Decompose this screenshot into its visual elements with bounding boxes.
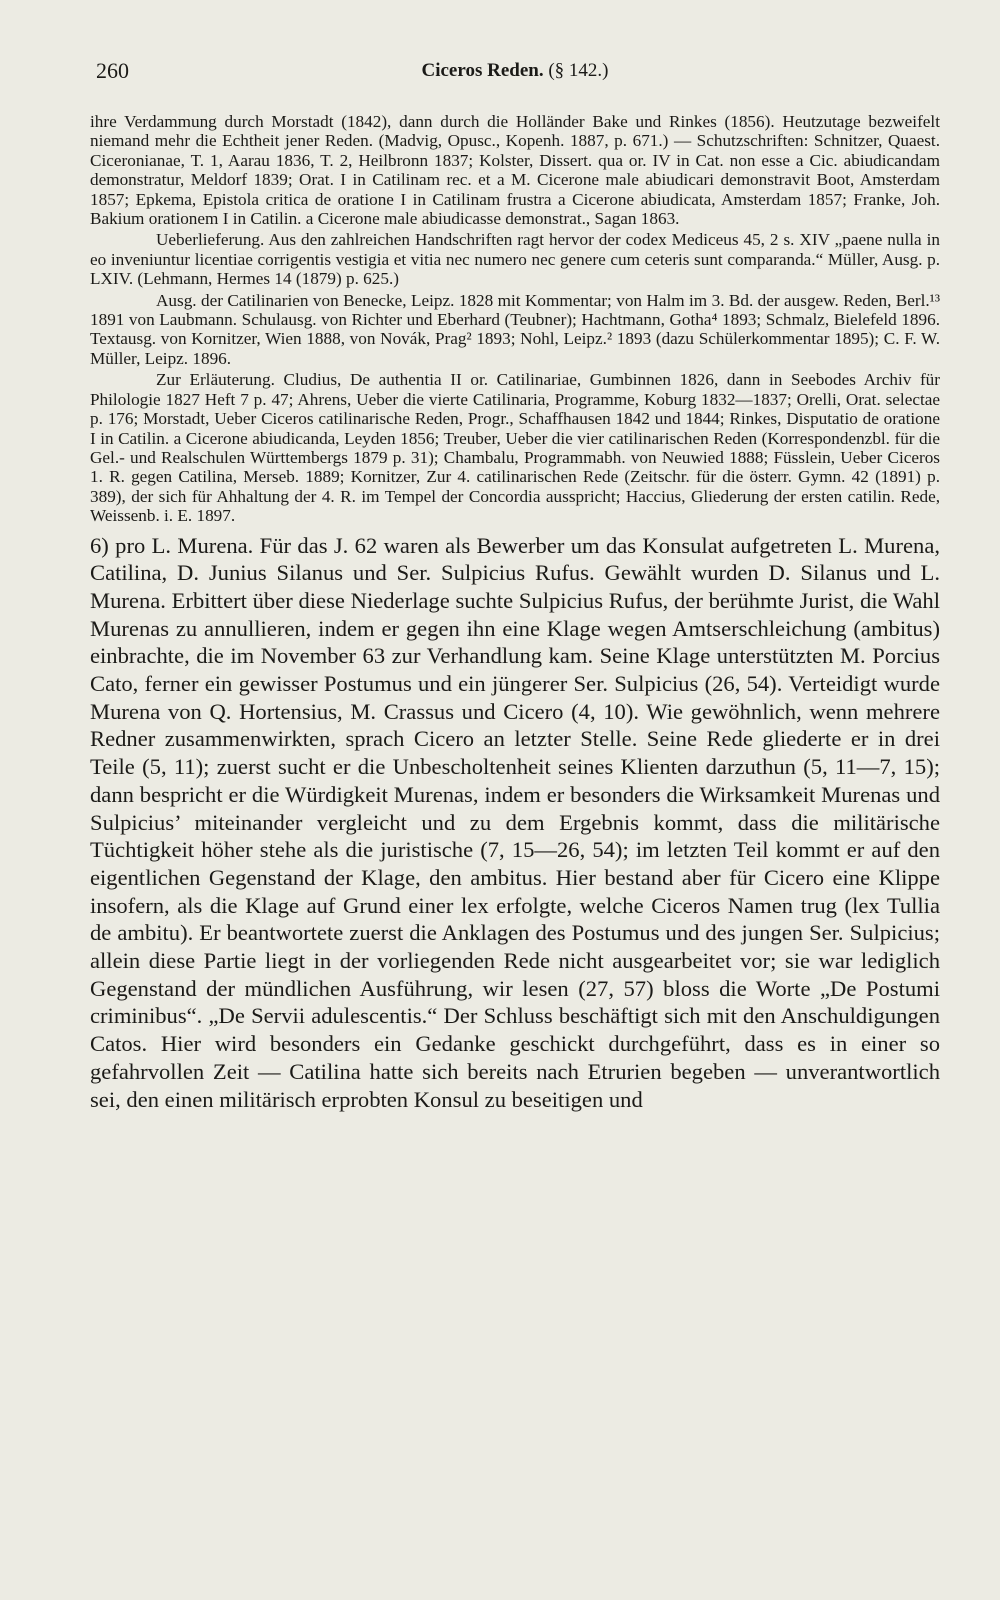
running-head: [96, 60, 934, 82]
bibliography-paragraph-2: Ueberlieferung. Aus den zahlreichen Handschriften ragt hervor der codex Mediceus 45, 2 s. XIV „paene nulla in eo inveniuntur licentiae corrigentis vestigia et vitia nec numero nec genere cum ceteris sunt comparanda.“ Müller, Ausg. p. LXIV. (Lehmann, Hermes 14 (1879) p. 625.): [90, 230, 940, 289]
bibliography-paragraph-4: Zur Erläuterung. Cludius, De authentia II or. Catilinariae, Gumbinnen 1826, dann in Seebodes Archiv für Philologie 1827 Heft 7 p. 47; Ahrens, Ueber die vierte Catilinaria, Programme, Koburg 1832—1837; Orelli, Orat. selectae p. 176; Morstadt, Ueber Ciceros catilinarische Reden, Progr., Schaffhausen 1842 und 1844; Rinkes, Disputatio de oratione I in Catilin. a Cicerone abiudicanda, Leyden 1856; Treuber, Ueber die vier catilinarischen Reden (Korrespondenzbl. für die Gel.- und Realschulen Württembergs 1879 p. 31); Chambalu, Programmabh. von Neuwied 1888; Füsslein, Ueber Ciceros 1. R. gegen Catilina, Merseb. 1889; Kornitzer, Zur 4. catilinarischen Rede (Zeitschr. für die österr. Gymn. 42 (1891) p. 389), der sich für Ahhaltung der 4. R. im Tempel der Concordia ausspricht; Haccius, Gliederung der ersten catilin. Rede, Weissenb. i. E. 1897.: [90, 370, 940, 526]
page-body: [90, 112, 940, 1113]
section-reference: (§ 142.): [548, 60, 609, 81]
main-paragraph: 6) pro L. Murena. Für das J. 62 waren als Bewerber um das Konsulat aufgetreten L. Murena, Catilina, D. Junius Silanus und Ser. Sulpicius Rufus. Gewählt wurden D. Silanus und L. Murena. Erbittert über diese Niederlage suchte Sulpicius Rufus, der berühmte Jurist, die Wahl Murenas zu annullieren, indem er gegen ihn eine Klage wegen Amtserschleichung (ambitus) einbrachte, die im November 63 zur Verhandlung kam. Seine Klage unterstützten M. Porcius Cato, ferner ein gewisser Postumus und ein jüngerer Ser. Sulpicius (26, 54). Verteidigt wurde Murena von Q. Hortensius, M. Crassus und Cicero (4, 10). Wie gewöhnlich, wenn mehrere Redner zusammenwirkten, sprach Cicero an letzter Stelle. Seine Rede gliederte er in drei Teile (5, 11); zuerst sucht er die Unbescholtenheit seines Klienten darzuthun (5, 11—7, 15); dann bespricht er die Würdigkeit Murenas, indem er besonders die Wirksamkeit Murenas und Sulpicius’ miteinander vergleicht und zu dem Ergebnis kommt, dass die militärische Tüchtigkeit höher stehe als die juristische (7, 15—26, 54); im letzten Teil kommt er auf den eigentlichen Gegenstand der Klage, den ambitus. Hier bestand aber für Cicero eine Klippe insofern, als die Klage auf Grund einer lex erfolgte, welche Ciceros Namen trug (lex Tullia de ambitu). Er beantwortete zuerst die Anklagen des Postumus und des jungen Ser. Sulpicius; allein diese Partie liegt in der vorliegenden Rede nicht ausgearbeitet vor; sie war lediglich Gegenstand der mündlichen Ausführung, wir lesen (27, 57) bloss die Worte „De Postumi criminibus“. „De Servii adulescentis.“ Der Schluss beschäftigt sich mit den Anschuldigungen Catos. Hier wird besonders ein Gedanke geschickt durchgeführt, dass es in einer so gefahrvollen Zeit — Catilina hatte sich bereits nach Etrurien begeben — unverantwortlich sei, den einen militärisch erprobten Konsul zu beseitigen und: [90, 532, 940, 1112]
main-text-block: [90, 532, 940, 1114]
bibliography-paragraph-3: Ausg. der Catilinarien von Benecke, Leipz. 1828 mit Kommentar; von Halm im 3. Bd. der ausgew. Reden, Berl.¹³ 1891 von Laubmann. Schulausg. von Richter und Eberhard (Teubner); Hachtmann, Gotha⁴ 1893; Schmalz, Bielefeld 1896. Textausg. von Kornitzer, Wien 1888, von Novák, Prag² 1893; Nohl, Leipz.² 1893 (dazu Schülerkommentar 1895); C. F. W. Müller, Leipz. 1896.: [90, 290, 940, 368]
bibliography-block: [90, 112, 940, 526]
page-header: [96, 52, 934, 88]
page-number: 260: [96, 58, 129, 83]
bibliography-paragraph-1: ihre Verdammung durch Morstadt (1842), dann durch die Holländer Bake und Rinkes (1856). Heutzutage bezweifelt niemand mehr die Echtheit jener Reden. (Madvig, Opusc., Kopenh. 1887, p. 671.) — Schutzschriften: Schnitzer, Quaest. Ciceronianae, T. 1, Aarau 1836, T. 2, Heilbronn 1837; Kolster, Dissert. qua or. IV in Cat. non esse a Cic. abiudicandam demonstratur, Meldorf 1839; Orat. I in Catilinam rec. et a M. Cicerone male abiudicari demonstravit Boot, Amsterdam 1857; Epkema, Epistola critica de oratione I in Catilinam frustra a Cicerone abiudicata, Amsterdam 1857; Franke, Joh. Bakium orationem I in Catilin. a Cicerone male abiudicasse demonstrat., Sagan 1863.: [90, 112, 940, 229]
running-title: Ciceros Reden.: [421, 60, 544, 81]
